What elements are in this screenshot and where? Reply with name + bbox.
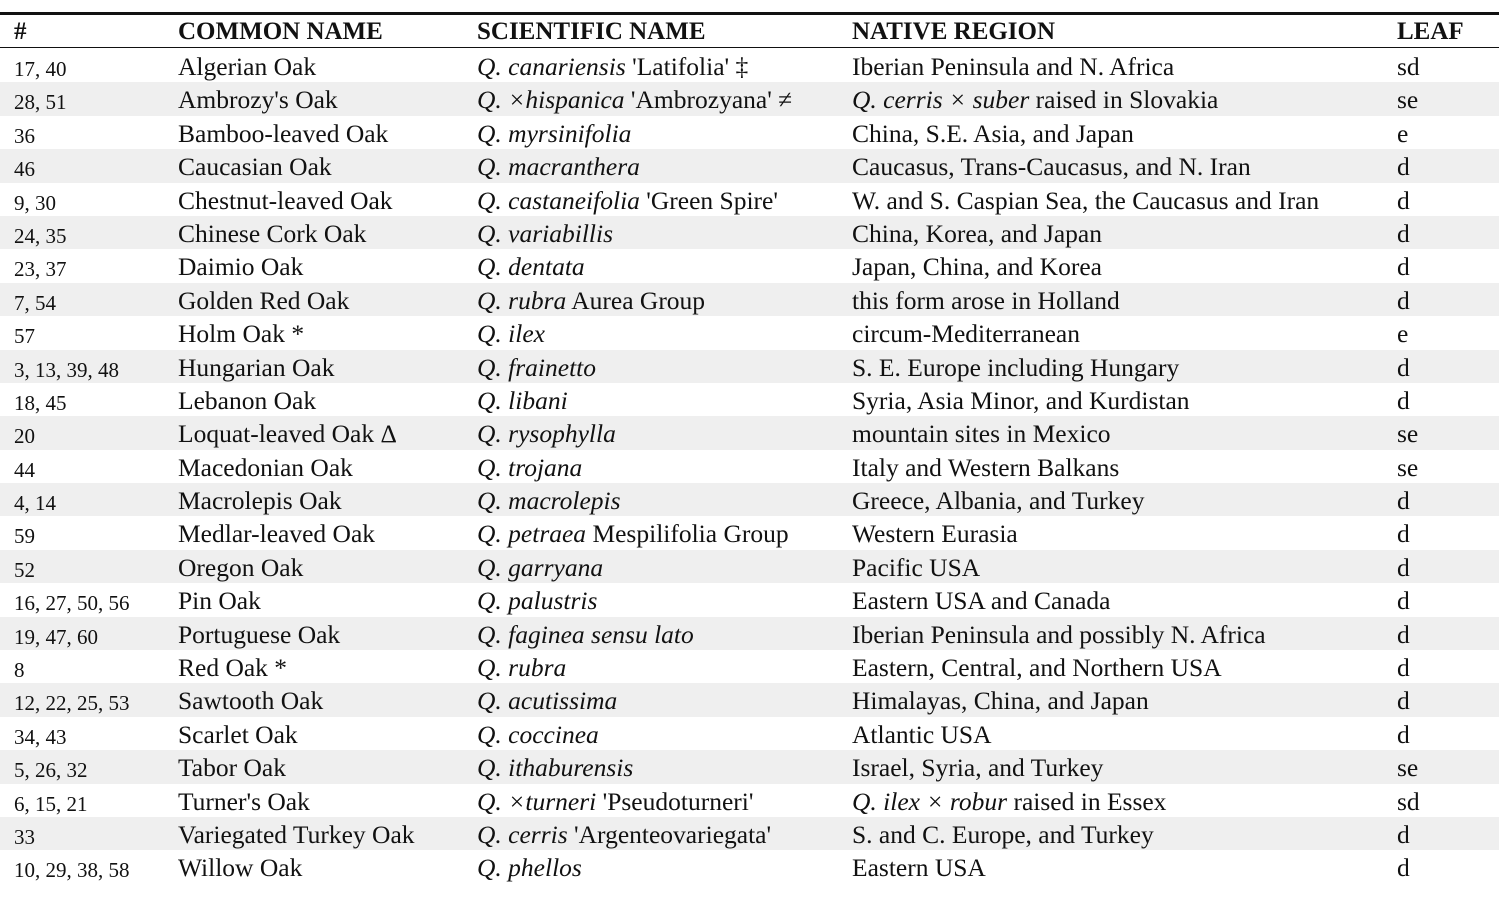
cell-native-region — [852, 717, 992, 750]
number-value: 59 — [14, 524, 35, 549]
scientific-name-cultivar: 'Argenteovariegata' — [567, 819, 772, 849]
native-region-text: Eastern USA — [852, 853, 986, 883]
cell-common-name — [178, 717, 298, 750]
cell-number — [14, 516, 35, 549]
table-body — [0, 49, 1499, 884]
common-name-value: Daimio Oak — [178, 252, 304, 282]
scientific-name-italic: Q. cerris — [477, 819, 568, 849]
cell-leaf — [1397, 350, 1410, 383]
table-row — [0, 850, 1499, 883]
scientific-name-italic: Q. coccinea — [477, 719, 599, 749]
scientific-name-italic: Q. rubra — [477, 653, 567, 683]
cell-common-name — [178, 49, 316, 82]
cell-scientific-name — [477, 583, 597, 616]
number-value: 12, 22, 25, 53 — [14, 691, 130, 716]
table-row — [0, 249, 1499, 282]
cell-scientific-name — [477, 717, 599, 750]
leaf-value: d — [1397, 152, 1410, 182]
cell-leaf — [1397, 550, 1410, 583]
number-value: 36 — [14, 123, 35, 148]
common-name-value: Caucasian Oak — [178, 152, 332, 182]
cell-leaf — [1397, 416, 1418, 449]
cell-number — [14, 450, 35, 483]
scientific-name-cultivar: Aurea Group — [566, 285, 706, 315]
leaf-value: d — [1397, 519, 1410, 549]
native-region-text: Japan, China, and Korea — [852, 252, 1102, 282]
cell-common-name — [178, 283, 349, 316]
leaf-value: d — [1397, 653, 1410, 683]
cell-leaf — [1397, 617, 1410, 650]
cell-common-name — [178, 516, 375, 549]
table-row — [0, 416, 1499, 449]
scientific-name-italic: Q. garryana — [477, 552, 604, 582]
leaf-value: sd — [1397, 52, 1420, 81]
cell-leaf — [1397, 683, 1410, 716]
table-row — [0, 450, 1499, 483]
cell-leaf — [1397, 850, 1410, 883]
scientific-name-italic: Q. faginea sensu lato — [477, 619, 694, 649]
scientific-name-italic: Q. macranthera — [477, 152, 640, 182]
table-row — [0, 683, 1499, 716]
cell-native-region — [852, 516, 1018, 549]
cell-common-name — [178, 750, 286, 783]
cell-number — [14, 350, 119, 383]
number-value: 5, 26, 32 — [14, 758, 88, 783]
cell-common-name — [178, 650, 287, 683]
number-value: 7, 54 — [14, 290, 56, 315]
cell-common-name — [178, 116, 388, 149]
number-value: 19, 47, 60 — [14, 624, 98, 649]
native-region-text: Greece, Albania, and Turkey — [852, 486, 1145, 516]
common-name-value: Willow Oak — [178, 853, 303, 883]
native-region-text: mountain sites in Mexico — [852, 419, 1111, 449]
common-name-value: Hungarian Oak — [178, 352, 335, 382]
cell-number — [14, 316, 35, 349]
leaf-value: d — [1397, 185, 1410, 215]
cell-leaf — [1397, 316, 1408, 349]
native-region-text: raised in Slovakia — [1029, 85, 1219, 115]
table-row — [0, 350, 1499, 383]
common-name-value: Sawtooth Oak — [178, 686, 324, 716]
cell-leaf — [1397, 784, 1420, 817]
cell-number — [14, 784, 88, 817]
cell-native-region — [852, 817, 1154, 850]
common-name-value: Chestnut-leaved Oak — [178, 185, 393, 215]
native-region-text: Atlantic USA — [852, 719, 992, 749]
scientific-name-italic: Q. rubra — [477, 285, 567, 315]
number-value: 8 — [14, 658, 25, 683]
common-name-value: Lebanon Oak — [178, 385, 317, 415]
scientific-name-italic: Q. myrsinifolia — [477, 118, 632, 148]
scientific-name-cultivar: 'Green Spire' — [639, 185, 778, 215]
header-scientific-name: SCIENTIFIC NAME — [477, 18, 706, 45]
number-value: 9, 30 — [14, 190, 56, 215]
cell-common-name — [178, 149, 332, 182]
scientific-name-italic: Q. phellos — [477, 853, 582, 883]
scientific-name-cultivar: 'Pseudoturneri' — [596, 786, 754, 816]
number-value: 44 — [14, 457, 35, 482]
cell-number — [14, 416, 35, 449]
common-name-value: Chinese Cork Oak — [178, 218, 367, 248]
native-region-text: Himalayas, China, and Japan — [852, 686, 1149, 716]
leaf-value: d — [1397, 486, 1410, 516]
cell-common-name — [178, 383, 316, 416]
cell-leaf — [1397, 149, 1410, 182]
scientific-name-italic: Q. macrolepis — [477, 486, 621, 516]
cell-leaf — [1397, 283, 1410, 316]
leaf-value: d — [1397, 819, 1410, 849]
cell-scientific-name — [477, 617, 694, 650]
cell-leaf — [1397, 450, 1418, 483]
cell-number — [14, 683, 130, 716]
leaf-value: se — [1397, 452, 1419, 482]
table-row — [0, 784, 1499, 817]
number-value: 10, 29, 38, 58 — [14, 858, 130, 883]
cell-number — [14, 283, 56, 316]
cell-scientific-name — [477, 283, 705, 316]
cell-number — [14, 817, 35, 850]
cell-native-region — [852, 550, 980, 583]
cell-native-region — [852, 650, 1222, 683]
cell-leaf — [1397, 116, 1408, 149]
cell-number — [14, 550, 35, 583]
cell-native-region — [852, 617, 1266, 650]
cell-number — [14, 82, 67, 115]
cell-native-region — [852, 249, 1102, 282]
number-value: 3, 13, 39, 48 — [14, 357, 119, 382]
native-region-italic: Q. ilex × robur — [852, 786, 1008, 816]
cell-native-region — [852, 82, 1218, 115]
number-value: 57 — [14, 324, 35, 349]
common-name-value: Medlar-leaved Oak — [178, 519, 376, 549]
leaf-value: d — [1397, 619, 1410, 649]
native-region-text: China, Korea, and Japan — [852, 218, 1102, 248]
cell-scientific-name — [477, 750, 633, 783]
common-name-value: Macedonian Oak — [178, 452, 353, 482]
cell-leaf — [1397, 717, 1410, 750]
cell-leaf — [1397, 82, 1418, 115]
native-region-text: Caucasus, Trans-Caucasus, and N. Iran — [852, 152, 1251, 182]
native-region-text: Western Eurasia — [852, 519, 1018, 549]
native-region-text: Eastern USA and Canada — [852, 586, 1111, 616]
number-value: 4, 14 — [14, 491, 56, 516]
leaf-value: d — [1397, 385, 1410, 415]
cell-leaf — [1397, 49, 1420, 82]
cell-native-region — [852, 583, 1110, 616]
cell-scientific-name — [477, 350, 596, 383]
common-name-value: Oregon Oak — [178, 552, 304, 582]
cell-scientific-name — [477, 82, 792, 115]
table-row — [0, 750, 1499, 783]
scientific-name-italic: Q. dentata — [477, 252, 585, 282]
cell-scientific-name — [477, 316, 545, 349]
leaf-value: se — [1397, 85, 1419, 115]
leaf-value: se — [1397, 419, 1419, 449]
cell-native-region — [852, 784, 1166, 817]
cell-number — [14, 483, 56, 516]
number-value: 6, 15, 21 — [14, 791, 88, 816]
leaf-value: se — [1397, 753, 1419, 783]
scientific-name-italic: Q. frainetto — [477, 352, 596, 382]
cell-scientific-name — [477, 116, 631, 149]
cell-common-name — [178, 483, 342, 516]
table-row — [0, 283, 1499, 316]
number-value: 46 — [14, 157, 35, 182]
cell-common-name — [178, 350, 335, 383]
scientific-name-cultivar: 'Ambrozyana' ≠ — [624, 85, 793, 115]
number-value: 23, 37 — [14, 257, 67, 282]
cell-scientific-name — [477, 249, 585, 282]
cell-common-name — [178, 784, 310, 817]
table-row — [0, 49, 1499, 82]
cell-scientific-name — [477, 817, 771, 850]
native-region-text: this form arose in Holland — [852, 285, 1120, 315]
cell-common-name — [178, 850, 302, 883]
cell-native-region — [852, 383, 1190, 416]
number-value: 16, 27, 50, 56 — [14, 591, 130, 616]
common-name-value: Variegated Turkey Oak — [178, 819, 415, 849]
leaf-value: d — [1397, 552, 1410, 582]
common-name-value: Golden Red Oak — [178, 285, 350, 315]
cell-number — [14, 617, 98, 650]
table-row — [0, 617, 1499, 650]
number-value: 17, 40 — [14, 57, 67, 81]
common-name-value: Red Oak * — [178, 653, 288, 683]
cell-leaf — [1397, 383, 1410, 416]
cell-native-region — [852, 483, 1144, 516]
leaf-value: d — [1397, 352, 1410, 382]
cell-native-region — [852, 416, 1111, 449]
cell-leaf — [1397, 249, 1410, 282]
cell-number — [14, 216, 67, 249]
cell-number — [14, 116, 35, 149]
cell-native-region — [852, 283, 1120, 316]
cell-scientific-name — [477, 49, 748, 82]
common-name-value: Portuguese Oak — [178, 619, 341, 649]
cell-native-region — [852, 750, 1103, 783]
number-value: 52 — [14, 557, 35, 582]
cell-common-name — [178, 450, 353, 483]
cell-leaf — [1397, 583, 1410, 616]
native-region-text: circum-Mediterranean — [852, 319, 1080, 349]
table-row — [0, 516, 1499, 549]
cell-scientific-name — [477, 850, 582, 883]
native-region-text: W. and S. Caspian Sea, the Caucasus and Iran — [852, 185, 1320, 215]
scientific-name-italic: Q. ×hispanica — [477, 85, 625, 115]
header-common-name: COMMON NAME — [178, 18, 383, 45]
cell-common-name — [178, 416, 397, 449]
cell-native-region — [852, 216, 1102, 249]
native-region-text: Italy and Western Balkans — [852, 452, 1120, 482]
cell-common-name — [178, 583, 261, 616]
native-region-text: raised in Essex — [1007, 786, 1167, 816]
cell-scientific-name — [477, 383, 568, 416]
common-name-value: Pin Oak — [178, 586, 261, 616]
scientific-name-italic: Q. castaneifolia — [477, 185, 640, 215]
native-region-text: Pacific USA — [852, 552, 981, 582]
native-region-text: Israel, Syria, and Turkey — [852, 753, 1104, 783]
table-row — [0, 383, 1499, 416]
cell-leaf — [1397, 817, 1410, 850]
header-native-region: NATIVE REGION — [852, 18, 1056, 45]
cell-common-name — [178, 683, 323, 716]
cell-number — [14, 717, 67, 750]
common-name-value: Loquat-leaved Oak Δ — [178, 419, 397, 449]
cell-number — [14, 850, 130, 883]
scientific-name-cultivar: 'Latifolia' ‡ — [625, 52, 749, 81]
cell-leaf — [1397, 516, 1410, 549]
leaf-value: sd — [1397, 786, 1420, 816]
common-name-value: Scarlet Oak — [178, 719, 298, 749]
native-region-text: China, S.E. Asia, and Japan — [852, 118, 1134, 148]
scientific-name-italic: Q. variabillis — [477, 218, 614, 248]
table-row — [0, 149, 1499, 182]
table-row — [0, 650, 1499, 683]
scientific-name-italic: Q. acutissima — [477, 686, 618, 716]
common-name-value: Ambrozy's Oak — [178, 85, 338, 115]
cell-scientific-name — [477, 416, 616, 449]
native-region-text: Iberian Peninsula and possibly N. Africa — [852, 619, 1266, 649]
scientific-name-italic: Q. ilex — [477, 319, 545, 349]
leaf-value: d — [1397, 686, 1410, 716]
cell-native-region — [852, 850, 986, 883]
table-row — [0, 583, 1499, 616]
table-row — [0, 183, 1499, 216]
native-region-text: Iberian Peninsula and N. Africa — [852, 52, 1175, 81]
leaf-value: d — [1397, 853, 1410, 883]
header-number: # — [14, 18, 27, 45]
table-header-row — [0, 15, 1499, 48]
cell-number — [14, 583, 130, 616]
cell-native-region — [852, 183, 1319, 216]
scientific-name-italic: Q. rysophylla — [477, 419, 616, 449]
cell-scientific-name — [477, 516, 789, 549]
cell-native-region — [852, 450, 1119, 483]
cell-scientific-name — [477, 683, 617, 716]
cell-native-region — [852, 116, 1134, 149]
cell-common-name — [178, 183, 393, 216]
leaf-value: d — [1397, 285, 1410, 315]
cell-number — [14, 383, 67, 416]
cell-number — [14, 149, 35, 182]
cell-common-name — [178, 316, 304, 349]
leaf-value: e — [1397, 118, 1409, 148]
cell-leaf — [1397, 650, 1410, 683]
cell-number — [14, 49, 67, 82]
cell-common-name — [178, 216, 366, 249]
cell-scientific-name — [477, 550, 603, 583]
common-name-value: Algerian Oak — [178, 52, 317, 81]
number-value: 18, 45 — [14, 390, 67, 415]
scientific-name-italic: Q. canariensis — [477, 52, 626, 81]
native-region-text: S. and C. Europe, and Turkey — [852, 819, 1154, 849]
header-leaf: LEAF — [1397, 18, 1464, 45]
common-name-value: Tabor Oak — [178, 753, 286, 783]
cell-scientific-name — [477, 483, 621, 516]
table-row — [0, 717, 1499, 750]
number-value: 24, 35 — [14, 223, 67, 248]
cell-native-region — [852, 683, 1149, 716]
table-row — [0, 550, 1499, 583]
cell-common-name — [178, 249, 303, 282]
leaf-value: d — [1397, 719, 1410, 749]
table-row — [0, 116, 1499, 149]
common-name-value: Bamboo-leaved Oak — [178, 118, 389, 148]
scientific-name-italic: Q. ×turneri — [477, 786, 597, 816]
scientific-name-italic: Q. libani — [477, 385, 568, 415]
cell-leaf — [1397, 750, 1418, 783]
leaf-value: e — [1397, 319, 1409, 349]
table-row — [0, 216, 1499, 249]
cell-common-name — [178, 82, 338, 115]
number-value: 20 — [14, 424, 35, 449]
scientific-name-italic: Q. ithaburensis — [477, 753, 634, 783]
cell-native-region — [852, 149, 1251, 182]
common-name-value: Holm Oak * — [178, 319, 305, 349]
cell-number — [14, 183, 56, 216]
cell-leaf — [1397, 183, 1410, 216]
table-row — [0, 316, 1499, 349]
cell-scientific-name — [477, 183, 778, 216]
table-row — [0, 817, 1499, 850]
native-region-text: Eastern, Central, and Northern USA — [852, 653, 1222, 683]
cell-scientific-name — [477, 784, 753, 817]
common-name-value: Turner's Oak — [178, 786, 310, 816]
common-name-value: Macrolepis Oak — [178, 486, 342, 516]
cell-common-name — [178, 617, 340, 650]
cell-number — [14, 650, 25, 683]
native-region-italic: Q. cerris × suber — [852, 85, 1030, 115]
table-row — [0, 483, 1499, 516]
cell-native-region — [852, 49, 1174, 82]
leaf-value: d — [1397, 218, 1410, 248]
cell-scientific-name — [477, 149, 640, 182]
cell-common-name — [178, 550, 303, 583]
native-region-text: Syria, Asia Minor, and Kurdistan — [852, 385, 1190, 415]
number-value: 33 — [14, 824, 35, 849]
cell-leaf — [1397, 483, 1410, 516]
cell-leaf — [1397, 216, 1410, 249]
table-row — [0, 82, 1499, 115]
cell-number — [14, 249, 67, 282]
number-value: 34, 43 — [14, 724, 67, 749]
leaf-value: d — [1397, 586, 1410, 616]
cell-number — [14, 750, 88, 783]
cell-common-name — [178, 817, 415, 850]
cell-scientific-name — [477, 216, 613, 249]
scientific-name-italic: Q. palustris — [477, 586, 598, 616]
scientific-name-italic: Q. trojana — [477, 452, 583, 482]
cell-scientific-name — [477, 450, 582, 483]
cell-native-region — [852, 350, 1179, 383]
scientific-name-italic: Q. petraea — [477, 519, 587, 549]
cell-scientific-name — [477, 650, 566, 683]
scientific-name-cultivar: Mespilifolia Group — [586, 519, 789, 549]
number-value: 28, 51 — [14, 90, 67, 115]
leaf-value: d — [1397, 252, 1410, 282]
cell-native-region — [852, 316, 1080, 349]
native-region-text: S. E. Europe including Hungary — [852, 352, 1180, 382]
